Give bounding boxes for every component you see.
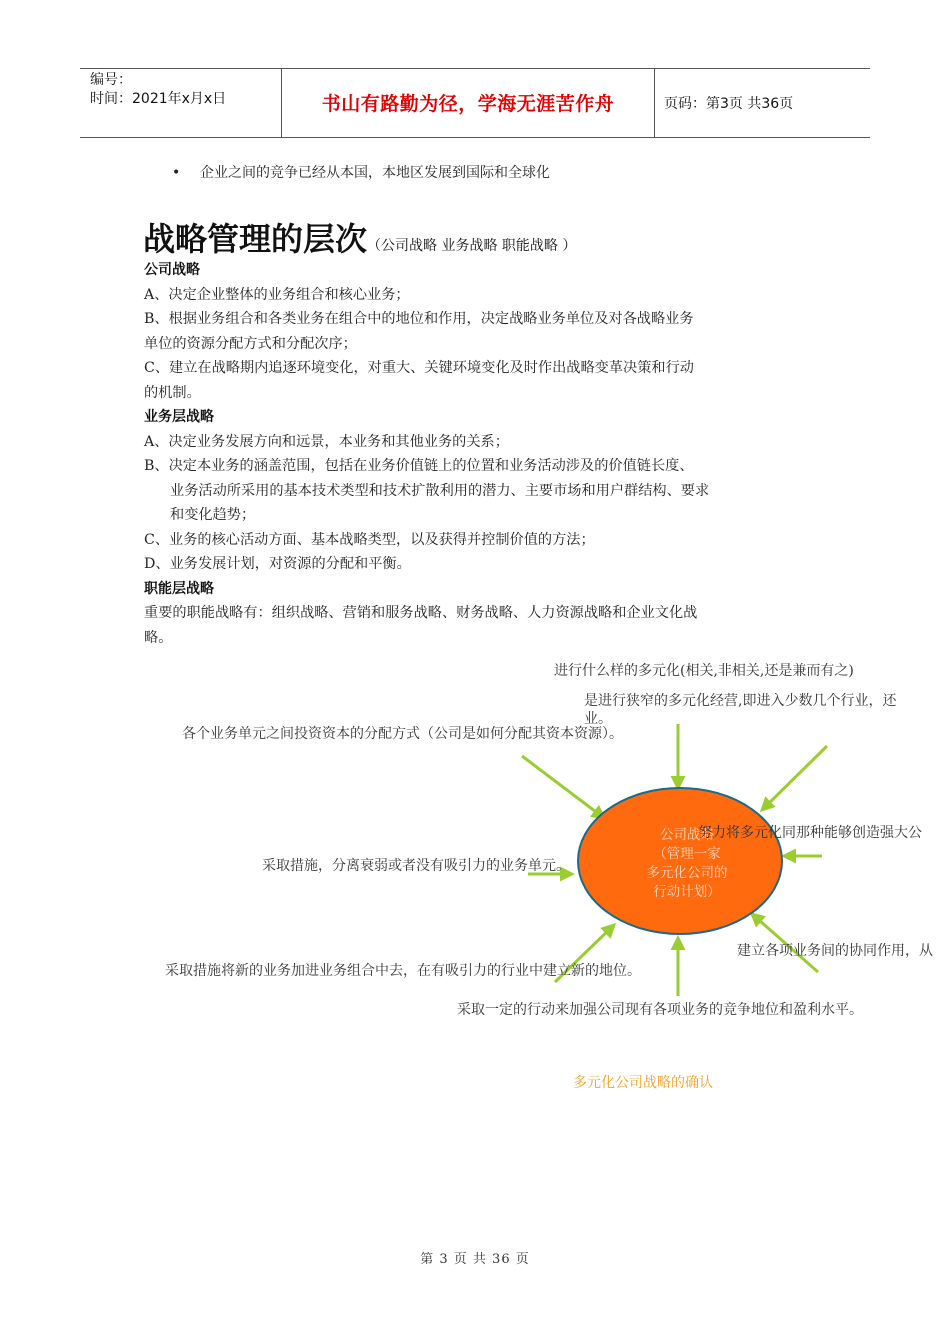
page-footer: 第 3 页 共 36 页 (420, 1252, 530, 1267)
label-industry: 业。 (584, 711, 612, 727)
corporate-b1: B、根据业务组合和各类业务在组合中的地位和作用，决定战略业务单位及对各战略业务 (144, 311, 694, 327)
title-main: 战略管理的层次 (143, 220, 368, 258)
business-d: D、业务发展计划，对资源的分配和平衡。 (144, 556, 411, 572)
ellipse-line-3: 多元化公司的 (646, 865, 728, 881)
label-diversification-type: 进行什么样的多元化(相关,非相关,还是兼而有之) (554, 663, 854, 679)
arrow-top-right (762, 746, 827, 810)
page-info: 页码：第3页 共36页 (664, 96, 794, 112)
ellipse-line-1: 公司战略 (660, 827, 714, 843)
business-b3: 和变化趋势； (170, 507, 256, 523)
corporate-c2: 的机制。 (144, 384, 201, 401)
ellipse-line-2: （管理一家 (653, 846, 721, 862)
header-motto: 书山有路勤为径，学海无涯苦作舟 (321, 93, 615, 115)
business-b2: 业务活动所采用的基本技术类型和技术扩散利用的潜力、主要市场和用户群结构、要求 (170, 482, 710, 499)
label-capital-allocation: 各个业务单元之间投资资本的分配方式（公司是如何分配其资本资源）。 (182, 726, 623, 742)
heading-corporate: 公司战略 (144, 262, 200, 278)
bullet-text: 企业之间的竞争已经从本国，本地区发展到国际和全球化 (200, 165, 550, 181)
heading-functional: 职能层战略 (144, 580, 214, 597)
business-a: A、决定业务发展方向和远景，本业务和其他业务的关系； (144, 433, 509, 450)
label-add-business: 采取措施将新的业务加进业务组合中去，在有吸引力的行业中建立新的地位。 (165, 963, 641, 979)
title-sub: （公司战略 业务战略 职能战略 ） (367, 238, 577, 254)
business-b1: B、决定本业务的涵盖范围，包括在业务价值链上的位置和业务活动涉及的价值链长度、 (144, 458, 694, 474)
ellipse-line-4: 行动计划） (653, 884, 721, 900)
bullet-symbol: • (172, 165, 181, 181)
number-label: 编号： (90, 72, 132, 88)
business-c: C、业务的核心活动方面、基本战略类型，以及获得并控制价值的方法； (144, 531, 595, 548)
corporate-b2: 单位的资源分配方式和分配次序； (144, 335, 357, 352)
corporate-c1: C、建立在战略期内追逐环境变化，对重大、关键环境变化及时作出战略变革决策和行动 (144, 360, 694, 376)
label-synergy: 建立各项业务间的协同作用，从 (737, 943, 933, 959)
label-strengthen: 采取一定的行动来加强公司现有各项业务的竞争地位和盈利水平。 (457, 1002, 863, 1018)
label-divest: 采取措施，分离衰弱或者没有吸引力的业务单元。 (262, 858, 570, 874)
corporate-a: A、决定企业整体的业务组合和核心业务； (144, 286, 410, 303)
label-strong-company: 努力将多元化同那种能够创造强大公 (698, 825, 922, 841)
label-narrow-diversification: 是进行狭窄的多元化经营,即进入少数几个行业，还 (584, 693, 897, 709)
time-label: 时间：2021年x月x日 (90, 91, 227, 107)
functional-p1: 重要的职能战略有：组织战略、营销和服务战略、财务战略、人力资源战略和企业文化战 (144, 605, 698, 621)
diagram-caption: 多元化公司战略的确认 (573, 1075, 713, 1091)
heading-business: 业务层战略 (144, 409, 214, 425)
functional-p2: 略。 (144, 629, 173, 646)
arrow-top-left (522, 756, 604, 818)
